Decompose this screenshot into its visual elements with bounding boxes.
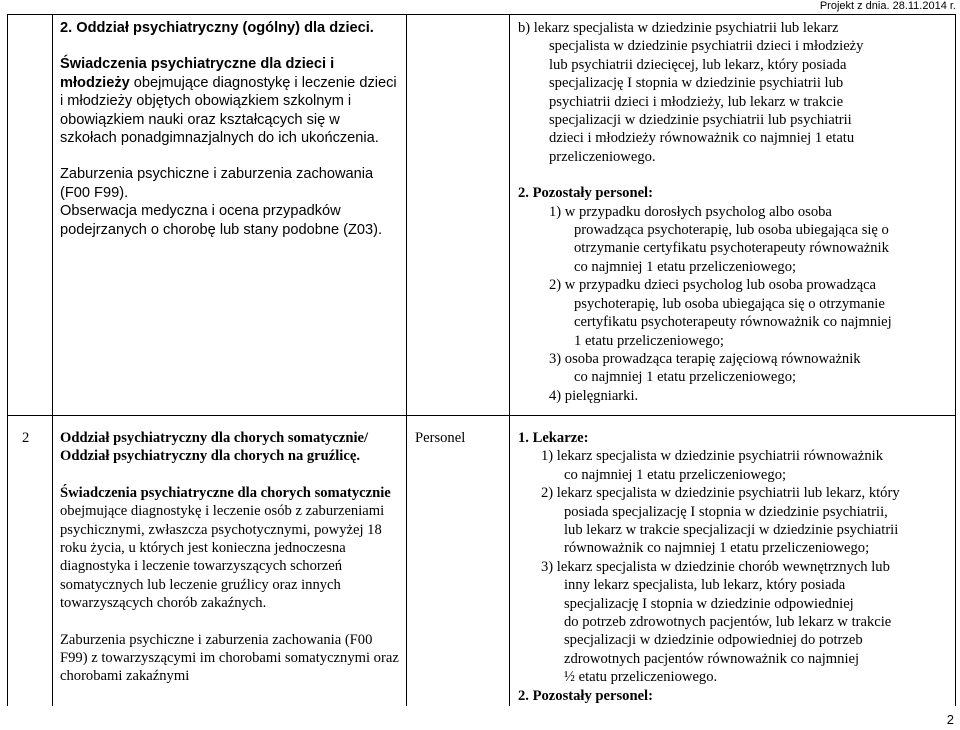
- row2-disorders: Zaburzenia psychiczne i zaburzenia zachowania (F00 F99) z towarzyszącymi im chorobami somatycznymi oraz chorobami zakaźnymi: [60, 631, 399, 685]
- row1-other-staff-line: otrzymanie certyfikatu psychoterapeuty równoważnik: [574, 240, 889, 257]
- row2-doctors-list: [518, 447, 954, 686]
- row2-doctor-line: 2) lekarz specjalista w dziedzinie psychiatrii lub lekarz, który: [541, 485, 900, 502]
- row1-disorders: Zaburzenia psychiczne i zaburzenia zachowania (F00 F99).: [60, 166, 374, 201]
- row2-description: [60, 429, 402, 686]
- row1-doctor-b-line: psychiatrii dzieci i młodzieży, lub lekarz w trakcie: [549, 93, 844, 110]
- row2-title-line2: Oddział psychiatryczny dla chorych na gruźlicę.: [60, 448, 360, 465]
- row1-services: [60, 55, 400, 147]
- row2-doctor-line: ½ etatu przeliczeniowego.: [564, 669, 718, 686]
- row2-doctors-heading: 1. Lekarze:: [518, 430, 589, 446]
- row1-other-staff-line: co najmniej 1 etatu przeliczeniowego;: [574, 258, 797, 275]
- row2-doctor-line: inny lekarz specjalista, lub lekarz, który posiada: [564, 577, 846, 594]
- row2-doctor-line: równoważnik co najmniej 1 etatu przeliczeniowego;: [564, 540, 870, 557]
- row1-doctor-b: [518, 19, 954, 166]
- row2-services-rest: obejmujące diagnostykę i leczenie osób z zaburzeniami psychicznymi, zwłaszcza psychotycznymi, powyżej 18 roku życia, u których jest konieczna jednoczesna diagnostyka i leczenie towarzyszących schorzeń somatycznych lub leczenie gruźlicy oraz innych towarzyszących chorób zakaźnych.: [60, 503, 385, 612]
- row2-doctor-line: specjalizacji w dziedzinie odpowiedniej do potrzeb: [564, 632, 863, 649]
- row1-other-staff-line: prowadząca psychoterapię, lub osoba ubiegająca się o: [574, 222, 889, 239]
- row2-services: [60, 484, 402, 613]
- row2-doctor-line: zdrowotnych pacjentów równoważnik co najmniej: [564, 650, 860, 667]
- page-number: 2: [946, 712, 954, 727]
- row1-doctor-b-line: b) lekarz specjalista w dziedzinie psychiatrii lub lekarz: [518, 20, 839, 36]
- project-date: Projekt z dnia. 28.11.2014 r.: [819, 0, 956, 12]
- row2-number: 2: [22, 430, 30, 446]
- table-border-right: [955, 14, 956, 706]
- table-border-left: [7, 14, 8, 706]
- row2-staffing: [518, 429, 954, 705]
- row1-description: [60, 19, 400, 239]
- row2-services-bold: Świadczenia psychiatryczne dla chorych somatycznie: [60, 484, 391, 501]
- row2-doctor-line: do potrzeb zdrowotnych pacjentów, lub lekarz w trakcie: [564, 614, 892, 631]
- row1-observation: Obserwacja medyczna i ocena przypadków podejrzanych o chorobę lub stany podobne (Z03).: [60, 203, 383, 238]
- row1-other-staff-line: 1 etatu przeliczeniowego;: [574, 332, 724, 349]
- row1-doctor-b-line: specjalizacji w dziedzinie psychiatrii lub psychiatrii: [549, 112, 852, 129]
- row2-doctor-line: specjalizację I stopnia w dziedzinie odpowiedniej: [564, 595, 854, 612]
- row1-doctor-b-line: specjalizację I stopnia w dziedzinie psychiatrii lub: [549, 75, 844, 92]
- table-border-col2: [406, 14, 407, 706]
- table-border-col1: [52, 14, 53, 706]
- row2-personnel-label: Personel: [415, 430, 466, 446]
- row2-doctor-line: co najmniej 1 etatu przeliczeniowego;: [564, 466, 787, 483]
- row1-other-staff-line: certyfikatu psychoterapeuty równoważnik co najmniej: [574, 314, 892, 331]
- row2-title-line1: Oddział psychiatryczny dla chorych somatycznie/: [60, 430, 369, 446]
- row1-other-staff-line: co najmniej 1 etatu przeliczeniowego;: [574, 369, 797, 386]
- row2-doctor-line: posiada specjalizację I stopnia w dziedzinie psychiatrii,: [564, 503, 888, 520]
- row1-other-staff-line: 3) osoba prowadząca terapię zajęciową równoważnik: [549, 350, 861, 367]
- row1-doctor-b-line: lub psychiatrii dziecięcej, lub lekarz, który posiada: [549, 56, 847, 73]
- row1-doctor-b-line: dzieci i młodzieży równoważnik co najmniej 1 etatu: [549, 130, 855, 147]
- row2-doctor-line: lub lekarz w trakcie specjalizacji w dziedzinie psychiatrii: [564, 522, 899, 539]
- row1-services-rest: obejmujące diagnostykę i leczenie dzieci i młodzieży objętych obowiązkiem szkolnym i obowiązkiem nauki oraz kształcących się w szkołach ponadgimnazjalnych do ich ukończenia.: [60, 74, 397, 147]
- row1-title: 2. Oddział psychiatryczny (ogólny) dla dzieci.: [60, 20, 374, 36]
- row1-other-staff-line: psychoterapię, lub osoba ubiegająca się o otrzymanie: [574, 295, 885, 312]
- row2-other-staff-heading: 2. Pozostały personel:: [518, 687, 653, 704]
- row1-doctor-b-line: przeliczeniowego.: [549, 148, 656, 165]
- row1-other-staff-line: 4) pielęgniarki.: [549, 387, 639, 404]
- row1-staffing: [518, 19, 954, 405]
- row1-services-bold: Świadczenia psychiatryczne dla dzieci i młodzieży: [60, 56, 335, 91]
- row1-doctor-b-line: specjalista w dziedzinie psychiatrii dzieci i młodzieży: [549, 38, 864, 55]
- table-border-col3: [509, 14, 510, 706]
- table-row-divider: [7, 415, 956, 416]
- row2-doctor-line: 3) lekarz specjalista w dziedzinie chorób wewnętrznych lub: [541, 558, 890, 575]
- row1-other-staff-line: 2) w przypadku dzieci psycholog lub osoba prowadząca: [549, 277, 877, 294]
- row1-other-staff-heading: 2. Pozostały personel:: [518, 185, 653, 202]
- table-border-top: [7, 14, 956, 15]
- row1-other-staff-line: 1) w przypadku dorosłych psycholog albo osoba: [549, 203, 832, 220]
- row1-other-staff-list: [518, 203, 954, 405]
- row2-doctor-line: 1) lekarz specjalista w dziedzinie psychiatrii równoważnik: [541, 448, 884, 465]
